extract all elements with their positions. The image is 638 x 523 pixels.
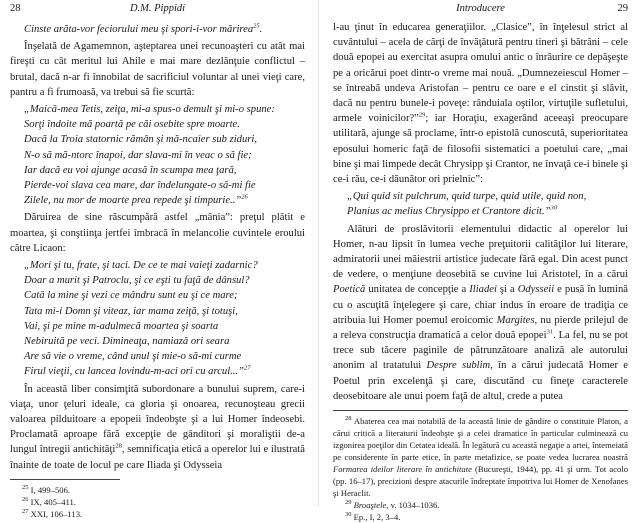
verse-line: Are să vie o vreme, când unul şi mie-o să-mi curme: [24, 351, 242, 363]
verse-block-2: [10, 102, 305, 208]
verse-line: Planius ac melius Chrysippo et Crantore dicit.”: [347, 206, 551, 218]
left-header: [0, 0, 315, 20]
verse-block-3: [10, 258, 305, 380]
paragraph-text: unitatea de concepţie a: [365, 284, 470, 296]
note-ref: 30: [550, 204, 558, 212]
verse-line: „Mori şi tu, frate, şi taci. De ce te mai vaieţi zadarnic?: [24, 260, 258, 272]
verse-line: Nebiruită pe veci. Dimineaţa, namiază ori seara: [24, 336, 230, 348]
footnote-text: (Bucureşti, 1944), pp. 41 şi urm. Tot acolo (pp. 16–17), precizioni despre atacurile îndreptate împotriva lui Homer de Xenofanes şi Heraclit.: [333, 464, 629, 499]
footnote-text: XXI, 106–113.: [30, 508, 83, 519]
paragraph: Înşelată de Agamemnon, aşteptarea unei recunoaşteri cu atât mai fireşti cu cât meritul lui Ahile e mai mare dezlănţuie conflictul – brutal, dacă n-ar fi înnobilat de sacrificiul voluntar al unei vieţi care, pantru a fi frumoasă, va trebui să fie scurtă:: [10, 41, 305, 98]
work-title: Odysseii: [517, 284, 555, 296]
verse-block-latin: [333, 189, 628, 219]
footnote-number: 27: [22, 508, 29, 516]
footnote-text: Ep., I, 2, 3–4.: [353, 512, 401, 523]
verse-line: Iar dacă eu voi ajunge acasă în scumpa mea ţară,: [24, 164, 237, 176]
paragraph: Dăruirea de sine răscumpără astfel „mânia”: preţul plătit e moartea, şi conştiinţa jertfei îmbracă în melancolie cuvintele eroului către Licaon:: [10, 212, 305, 254]
note-ref: 29: [418, 111, 426, 119]
paragraph-text: . La fel, nu se pot trece sub tăcere paginile de pătrunzătoare analiză ale autorului anonim al tratatului: [333, 330, 628, 372]
footnote: [10, 496, 305, 508]
paragraph-text: , în a cărui judecată Homer e Poetul prin excelenţă şi care, discutând cu fineţe caracterele deosebitoare ale unui poem faţă de altul, crede a putea: [333, 360, 629, 402]
verse-block-1: Cinste arăta-vor feciorului meu şi spori-i-vor mărirea$^{25}$.: [24, 22, 263, 35]
footnote: [333, 499, 628, 511]
footnote-rule: [333, 410, 628, 411]
work-title: Despre sublim: [426, 360, 491, 372]
paragraph-text: , semnificaţia etică a operelor lui e ilustrată înainte de toate de locul pe care Iliada şi Odysseia: [10, 444, 305, 471]
verse-line: „Maică-mea Tetis, zeiţa, mi-a spus-o demult şi mi-o spune:: [24, 104, 275, 116]
footnote-text: IX, 405–411.: [30, 496, 76, 507]
verse-line: Cinste arăta-vor feciorului meu şi spori-i-vor mărirea: [24, 24, 254, 35]
right-header: [323, 0, 638, 20]
note-ref: 31: [546, 328, 554, 336]
work-title: Margites: [496, 314, 535, 326]
verse-line: Cată la mine şi vezi ce mândru sunt eu şi ce mare;: [24, 290, 238, 302]
left-footnotes: [0, 484, 315, 520]
note-ref: 28: [115, 442, 122, 450]
note-ref: 26: [241, 193, 248, 201]
verse-line: N-o să mă-ntorc înapoi, dar slava-mi în veac o să fie;: [24, 149, 252, 161]
footnote-number: 30: [345, 511, 352, 519]
left-body-text: [0, 22, 315, 473]
paragraph-text: e pusă în lumină cu o ascuţită înţelegere şi care, chiar indus în eroare de tradiţia ce atribuia lui Homer poemul eroicomic: [333, 284, 628, 326]
verse-line: Sorţi îndoite mă poartă pe căi osebite spre moarte.: [24, 119, 240, 131]
work-title: Poetică: [333, 284, 366, 296]
paragraph: [333, 20, 628, 187]
verse-line: Dacă la Troia statornic rămân şi mă-ncaier sub ziduri,: [24, 134, 257, 146]
left-running-head: D.M. Pippidi: [129, 3, 186, 14]
footnote: [10, 508, 305, 520]
verse-line: Vai, şi pe mine m-adulmecă moartea şi soarta: [24, 320, 219, 332]
verse-line: Pierde-voi slava cea mare, dar îndelungate-o să-mi fie: [24, 180, 256, 192]
footnote-text: I, 499–506.: [30, 484, 71, 495]
right-page: [323, 0, 638, 523]
verse-line: „Qui quid sit pulchrum, quid turpe, quid utile, quid non,: [347, 191, 587, 203]
footnote-number: 28: [345, 415, 352, 423]
footnote-text: Abaterea cea mai notabilă de la această linie de gândire o constituie Platon, a cărui critică a literaturii îndeobşte şi a celei dramatice în particular culminează cu izgonirea poeţilor din Cetatea ideală. În legătură cu această negaţie a artei, întemeiată pe considerente în parte etice, în parte metafizice, se poate vedea lucrarea noastră: [333, 416, 628, 463]
work-title: Formarea ideilor literare în antichitate: [333, 464, 472, 475]
paragraph-text: l-au ţinut în educarea generaţiilor. „Clasice”, în înţelesul strict al cuvântului – acela de cărţi de învăţătură pentru tineri şi bătrâni – cele două epopei au exercitat asupra omului antic o înrâurire ce depăşeşte pe a oricărui poet dintr-o vreme mai nouă. „Dumnezeiescul Homer – se întreabă undeva Aristofan – pentru ce oare e el cinstit şi slăvit, dacă nu pentru bunele-i poveţe: rânduiala oştilor, virtuţile sufletului, armele voinicilor?”: [333, 22, 628, 125]
footnote-number: 25: [22, 484, 29, 492]
footnote-number: 29: [345, 499, 352, 507]
paragraph-text: şi a: [496, 284, 518, 296]
work-title: Iliadei: [469, 284, 497, 296]
footnote: [333, 415, 628, 499]
right-footnotes: [323, 415, 638, 523]
verse-line: Firul vieţii, cu lancea lovindu-m-aci ori cu arcul...”: [24, 366, 244, 378]
footnote: [10, 484, 305, 496]
page-gutter: [318, 0, 319, 507]
footnote: [333, 511, 628, 523]
footnote-number: 26: [22, 496, 29, 504]
footnote-rule: [10, 479, 120, 480]
note-ref: 25: [253, 22, 260, 30]
note-ref: 27: [243, 364, 251, 372]
left-page-number: 28: [10, 3, 21, 14]
paragraph: [333, 222, 628, 404]
paragraph-text: Alături de proslăvitorii elementului didactic al operelor lui Homer, n-au lipsit în lumea veche preţuitorii calităţilor lui literare, admiratorii unei măiestrii artistice judecate fără egal. Din acest punct de vedere, o menţiune deosebită se cuvine lui Aristotel, în a cărui: [333, 223, 628, 281]
paragraph-text: În această liber consimţită subordonare a bunului suprem, care-i viaţa, unor ţeluri ideale, ca gloria şi onoarea, recunoşteau grecii valoarea pilduitoare a epopeii îndeobşte şi a lui Homer îndeosebi. Proclamată aproape fără excepţie de gânditori şi moraliştii de-a lungul întregii antichităţi: [10, 383, 305, 456]
verse-line: Doar a murit şi Patroclu, şi ce eşti tu faţă de dânsul?: [24, 275, 250, 287]
paragraph: [10, 382, 305, 473]
right-body-text: [323, 20, 638, 404]
left-page: [0, 0, 315, 519]
right-page-number: 29: [617, 3, 628, 14]
paragraph-text: ; iar Horaţiu, exagerând aceeaşi preocupare utilitară, ajunge să proclame, într-o epistolă cunoscută, superioritatea eposului homeric faţă de filosofii sistematici a poetului care, „mai bine şi mai limpede decât Chrysipp şi Crantor, ne învaţă ce-i binele şi ce-i rău, ce-i dăunător ori prielnic”:: [333, 113, 628, 186]
paragraph-text: , nu pierde prilejul de a releva construcţia dramatică a celor două epopei: [333, 314, 628, 342]
verse-line: Zilele, nu mor de moarte prea repede şi timpurie..”: [24, 195, 242, 207]
footnote-text: , v. 1034–1036.: [386, 500, 440, 511]
right-running-head: Introducere: [456, 3, 505, 14]
work-title: Broaştele: [353, 500, 387, 511]
verse-line: Tata mi-i Domn şi viteaz, iar mama zeiţă, şi totuşi,: [24, 305, 238, 317]
